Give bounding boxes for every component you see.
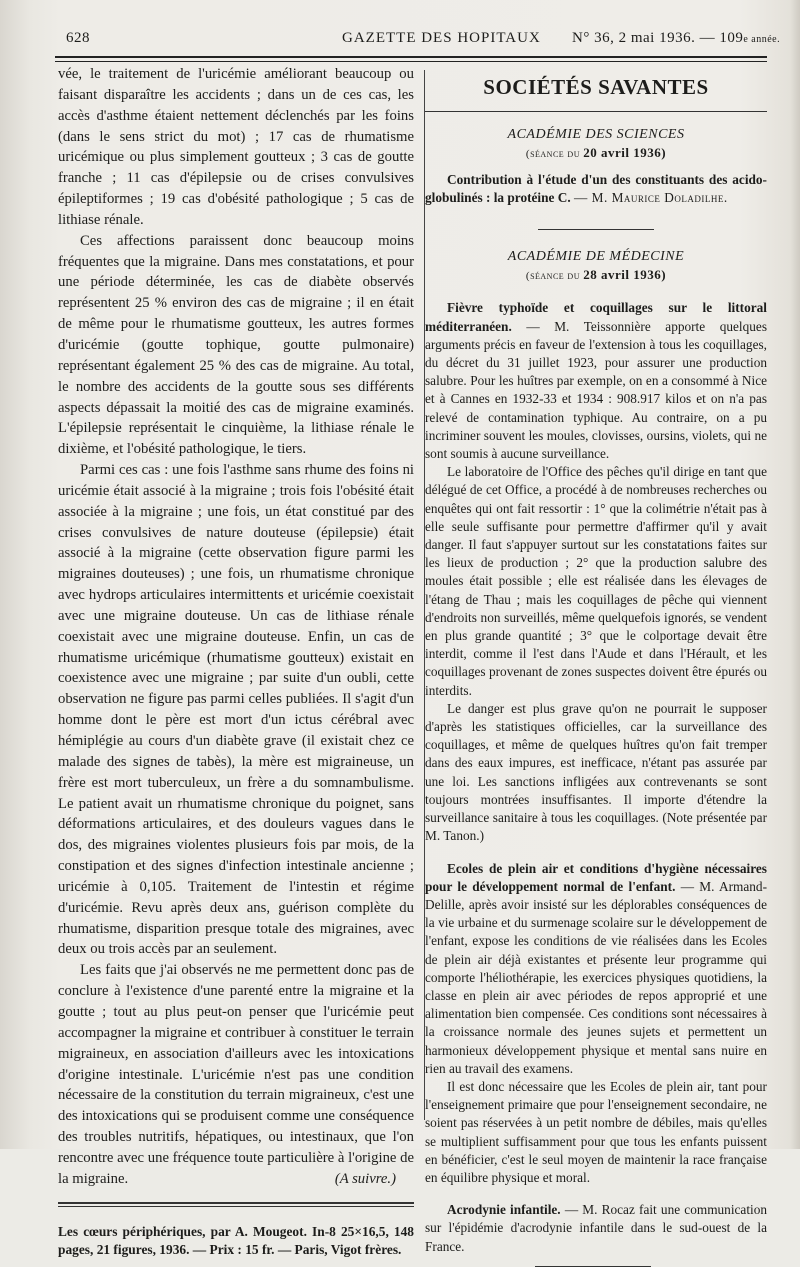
medecine-item-2: [425, 860, 767, 1078]
item-title-3: Acrodynie infantile.: [447, 1202, 561, 1218]
seance-prefix-2: (séance du: [525, 270, 580, 283]
seance-date-2: 28 avril 1936): [583, 267, 667, 283]
sciences-item-title: Contribution à l'étude d'un des constituants des acido-globulinés : la protéine C.: [425, 172, 767, 206]
seance-date: 20 avril 1936): [583, 145, 667, 160]
to-be-continued: (A suivre.): [334, 1170, 396, 1187]
issue-info: [572, 30, 780, 47]
left-paragraph-3: Parmi ces cas : une fois l'asthme sans rhume des foins ni uricémie était associé à la migraine ; trois fois l'obésité était associée à la migraine ; une fois, un état constitué par des crises convulsives de nature douteuse (épilepsie) était associé à la migraine (cette observation figure parmi les migraines douteuses) ; une fois, un rhumatisme chronique avec hydrops articulaires intermittents et uricémie coexistait avec une migraine douteuse. Un cas de lithiase rénale coexistait avec une migraine douteuse. Enfin, un cas de rhumatisme uricémique (rhumatisme goutteux) existait en coexistence avec une migraine ; par suite d'un oubli, cette observation ne figure pas parmi celles publiées. Il s'agit d'un homme dont le père est mort d'un ictus cérébral avec hémiplégie au cours d'un diabète grave (il existait chez ce malade des signes de tabès), la mère est migraineuse, un frère est mort tuberculeux, un frère a du somnambulisme. Le patient avait un rhumatisme chronique du poignet, sans déformations articulaires, et des douleurs vagues dans le dos, des migraines violentes plusieurs fois par mois, de la constipation et des signes d'infection intestinale ancienne ; uricémie à 0,105. Traitement de l'intestin et régime d'uricémie. Revu après deux ans, guérison complète du rhumatisme, disparition presque totale des migraines, avec deux ou trois accès par an seulement.: [58, 462, 414, 958]
left-paragraph-4: [58, 960, 414, 1189]
academie-medecine-title: ACADÉMIE DE MÉDECINE: [507, 249, 685, 265]
section-rule: [425, 111, 767, 112]
item-text-2: — M. Armand-Delille, après avoir insisté sur les déplorables conséquences de la vie urbaine et du surmenage scolaire sur le développement de l'enfant, expose les conditions de vie réalisées dans les Ecoles de plein air déjà existantes et présente leur programme qui comporte l'héliothérapie, les exercices physiques quotidiens, la classe en plein air avec périodes de repos approprié et une alimentation bien compensée. Ces conditions sont nécessaires à la croissance normale des jeunes sujets et permettent un harmonieux développement physique et mental sans nuire en rien au travail des examens.: [425, 878, 767, 1076]
left-paragraph-4-text: Les faits que j'ai observés ne me permettent donc pas de conclure à l'existence d'une parenté entre la migraine et la goutte ; tout au plus peut-on penser que l'uricémie peut accompagner la migraine et contribuer à constituer le terrain migraineux, en association d'ailleurs avec les intoxications d'origine intestinale. L'uricémie n'est pas une condition nécessaire de la constitution du terrain migraineux, c'est une des intoxications qui se produisent comme une conséquence des troubles nutritifs, hépatiques, ou intestinaux, que l'on rencontre avec une fréquence toute particulière à l'origine de la migraine.: [58, 962, 414, 1187]
left-end-rule: [58, 1202, 414, 1204]
journal-title: GAZETTE DES HOPITAUX: [342, 30, 541, 46]
medecine-item-1-para-3: Le danger est plus grave qu'on ne pourrait le supposer d'après les statistiques officielles, car la surveillance des coquillages, et même de quelques huîtres qu'on fait tremper dans des eaux impures, est inefficace, n'étant pas assurée par une loi. Les sanctions infligées aux contrevenants se sont toujours montrées insuffisantes. Il importe d'étendre la surveillance sanitaire à tous les coquillages. (Note présentée par M. Tanon.): [425, 700, 767, 844]
left-end-rule-thin: [58, 1206, 414, 1207]
item-title: Fièvre typhoïde et coquillages sur le littoral méditerranéen.: [425, 300, 767, 334]
seance-prefix: (séance du: [525, 148, 580, 160]
section-title: SOCIÉTÉS SAVANTES: [483, 75, 709, 99]
sciences-item-author: — M. Maurice Doladilhe.: [574, 190, 728, 206]
left-column: [58, 64, 414, 1259]
medecine-item-3: [425, 1201, 767, 1256]
issue-suffix: e année.: [743, 34, 781, 45]
issue-number: N° 36, 2 mai 1936. — 109: [572, 30, 744, 46]
header-rule: [55, 56, 767, 62]
page-header: [66, 30, 781, 54]
medecine-item-1-para-2: Le laboratoire de l'Office des pêches qu'il dirige en tant que délégué de cet Office, a procédé à de nombreuses recherches ou enquêtes qui ont fait ressortir : 1° que la colimétrie n'était pas à elle seule suffisante pour permettre d'affirmer qu'il y avait danger. Il faut s'appuyer surtout sur les constatations faites sur les lieux de production ; 2° que la production salubre des moules était possible ; elle est réalisée dans les élevages de l'étang de Thau ; mais les coquillages de pêche qui viennent d'endroits non surveillés, même quelquefois ignorés, se vendent en plus grande quantité ; 3° que le colportage devait être interdit, comme il l'est dans l'Aude et dans l'Hérault, et les coquillages provenant de zones suspectes doivent être épurés ou interdits.: [425, 464, 767, 698]
book-notice-text: Les cœurs périphériques, par A. Mougeot. In-8 25×16,5, 148 pages, 21 figures, 1936. — Prix : 15 fr. — Paris, Vigot frères.: [58, 1223, 414, 1257]
academie-sciences-title: ACADÉMIE DES SCIENCES: [507, 127, 685, 142]
academie-sciences-seance: [425, 144, 767, 163]
medecine-item-2-para-2: Il est donc nécessaire que les Ecoles de plein air, tant pour l'enseignement primaire que pour l'enseignement secondaire, ne soient pas réservées à un petit nombre de débiles, mais qu'elles se multiplient suffisamment pour que tous les enfants puissent en bénéficier, c'est le seul moyen de maintenir la race française en équilibre physique et moral.: [425, 1078, 767, 1185]
page-number: 628: [66, 30, 90, 46]
item-title-2: Ecoles de plein air et conditions d'hygiène nécessaires pour le développement normal de l'enfant.: [425, 860, 767, 894]
book-notice: [58, 1223, 414, 1259]
left-paragraph-2: Ces affections paraissent donc beaucoup moins fréquentes que la migraine. Dans mes constatations, et pour une période déterminée, les cas de diabète observés représentent 25 % environ des cas de migraine ; il en était de même pour le rhumatisme goutteux, les autres formes d'uricémie (goutte tophique, goutte pulmonaire) représentant également 25 % des cas de migraine. Au total, le nombre des accidents de la goutte sous ses différents aspects dépassait la moitié des cas de migraine examinés. L'épilepsie représentait le cinquième, la lithiase rénale le dixième, et l'obésité pathologique, le tiers.: [58, 232, 414, 458]
sciences-item: [425, 171, 767, 207]
academie-medecine-seance: [425, 266, 767, 285]
right-column: [425, 75, 767, 1267]
left-paragraph-1: vée, le traitement de l'uricémie améliorant beaucoup ou faisant disparaître les accidents ; dans un de ces cas, les accès d'asthme étaient nettement déclenchés par les foins (dans le sens strict du mot) ; 17 cas de rhumatisme uricémique ou plus simplement goutteux ; 3 cas de goutte franche ; 11 cas d'épilepsie ou de crises convulsives épileptiformes ; 19 cas d'obésité pathologique ; 5 cas de lithiase rénale.: [58, 66, 414, 228]
item-text: — M. Teissonnière apporte quelques arguments précis en faveur de l'extension à tous les coquillages, du décret du 31 juillet 1923, pour assurer une production salubre. Pour les huîtres par exemple, on en a consommé à Nice et à Cannes en 1932-33 et 1934 : 908.917 kilos et on n'a pas relevé de contamination typhique. Au contraire, on a pu incriminer souvent les moules, clovisses, oursins, violets, qui ne sont soumis à aucune surveillance.: [425, 318, 767, 462]
item-text-3: — M. Rocaz fait une communication sur l'épidémie d'acrodynie infantile dans le sud-ouest de la France.: [425, 1202, 768, 1254]
medecine-item-1: [425, 299, 767, 463]
